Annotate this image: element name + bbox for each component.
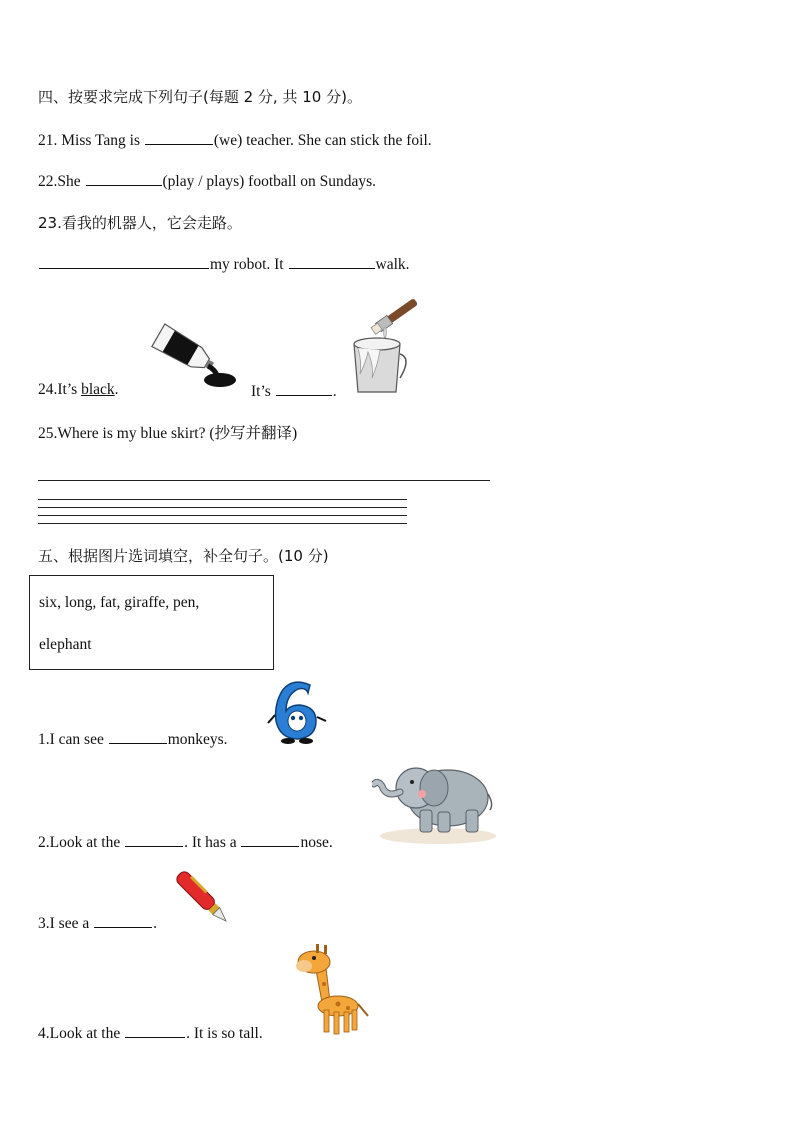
s5q4-prefix: 4.Look at the <box>38 1025 125 1042</box>
section4-heading: 四、按要求完成下列句子(每题 2 分, 共 10 分)。 <box>38 88 362 106</box>
question-23-prompt: 23.看我的机器人，它会走路。 <box>38 214 242 232</box>
answer-blank-23b[interactable] <box>289 254 375 269</box>
q23-suffix: walk. <box>375 256 410 273</box>
answer-blank-s5-2a[interactable] <box>125 832 183 847</box>
s5q3-suffix: . <box>153 915 157 932</box>
word-bank <box>29 575 274 670</box>
s5-question-4 <box>38 1023 263 1043</box>
writing-line-3[interactable] <box>38 507 407 508</box>
q24-end: . <box>332 383 337 400</box>
answer-blank-24[interactable] <box>276 381 332 396</box>
answer-blank-22[interactable] <box>86 171 162 186</box>
question-21 <box>38 130 432 150</box>
q24-word: black <box>81 381 115 398</box>
q21-prefix: 21. Miss Tang is <box>38 132 144 149</box>
paint-bucket-icon <box>346 292 428 394</box>
section5-heading: 五、根据图片选词填空，补全句子。(10 分) <box>38 547 329 565</box>
s5q2-mid: . It has a <box>184 834 241 851</box>
question-23-answer <box>38 254 410 274</box>
number-six-icon <box>262 675 332 745</box>
s5q3-prefix: 3.I see a <box>38 915 94 932</box>
s5-question-3 <box>38 913 157 933</box>
s5-question-1 <box>38 729 228 749</box>
q22-prefix: 22.She <box>38 173 85 190</box>
question-24-second <box>251 381 337 401</box>
q23-mid: my robot. It <box>210 256 288 273</box>
question-22 <box>38 171 376 191</box>
word-bank-line-1: six, long, fat, giraffe, pen, <box>39 594 200 611</box>
answer-blank-21[interactable] <box>145 130 213 145</box>
q22-suffix: (play / plays) football on Sundays. <box>162 173 377 190</box>
answer-blank-s5-2b[interactable] <box>241 832 299 847</box>
elephant-icon <box>372 758 496 846</box>
s5q2-suffix: nose. <box>300 834 333 851</box>
q21-suffix: (we) teacher. She can stick the foil. <box>213 132 432 149</box>
giraffe-icon <box>294 940 372 1038</box>
s5q2-prefix: 2.Look at the <box>38 834 125 851</box>
paint-tube-icon <box>146 322 238 392</box>
q25-text: 25.Where is my blue skirt? (抄写并翻译) <box>38 425 298 442</box>
question-25 <box>38 421 297 443</box>
q24-prefix: 24.It’s <box>38 381 82 398</box>
writing-line-5[interactable] <box>38 523 407 524</box>
answer-blank-23a[interactable] <box>39 254 209 269</box>
answer-blank-s5-3[interactable] <box>94 913 152 928</box>
question-24 <box>38 381 119 399</box>
s5q1-suffix: monkeys. <box>167 731 228 748</box>
writing-line-2[interactable] <box>38 499 407 500</box>
pen-icon <box>166 862 238 932</box>
answer-blank-s5-1[interactable] <box>109 729 167 744</box>
answer-blank-s5-4[interactable] <box>125 1023 185 1038</box>
q24-dot: . <box>114 381 119 398</box>
word-bank-line-2: elephant <box>39 636 92 653</box>
s5q1-prefix: 1.I can see <box>38 731 108 748</box>
s5-question-2 <box>38 832 333 852</box>
writing-line-1[interactable] <box>38 480 490 481</box>
s5q4-suffix: . It is so tall. <box>186 1025 263 1042</box>
q24-second: It’s <box>251 383 275 400</box>
writing-line-4[interactable] <box>38 515 407 516</box>
